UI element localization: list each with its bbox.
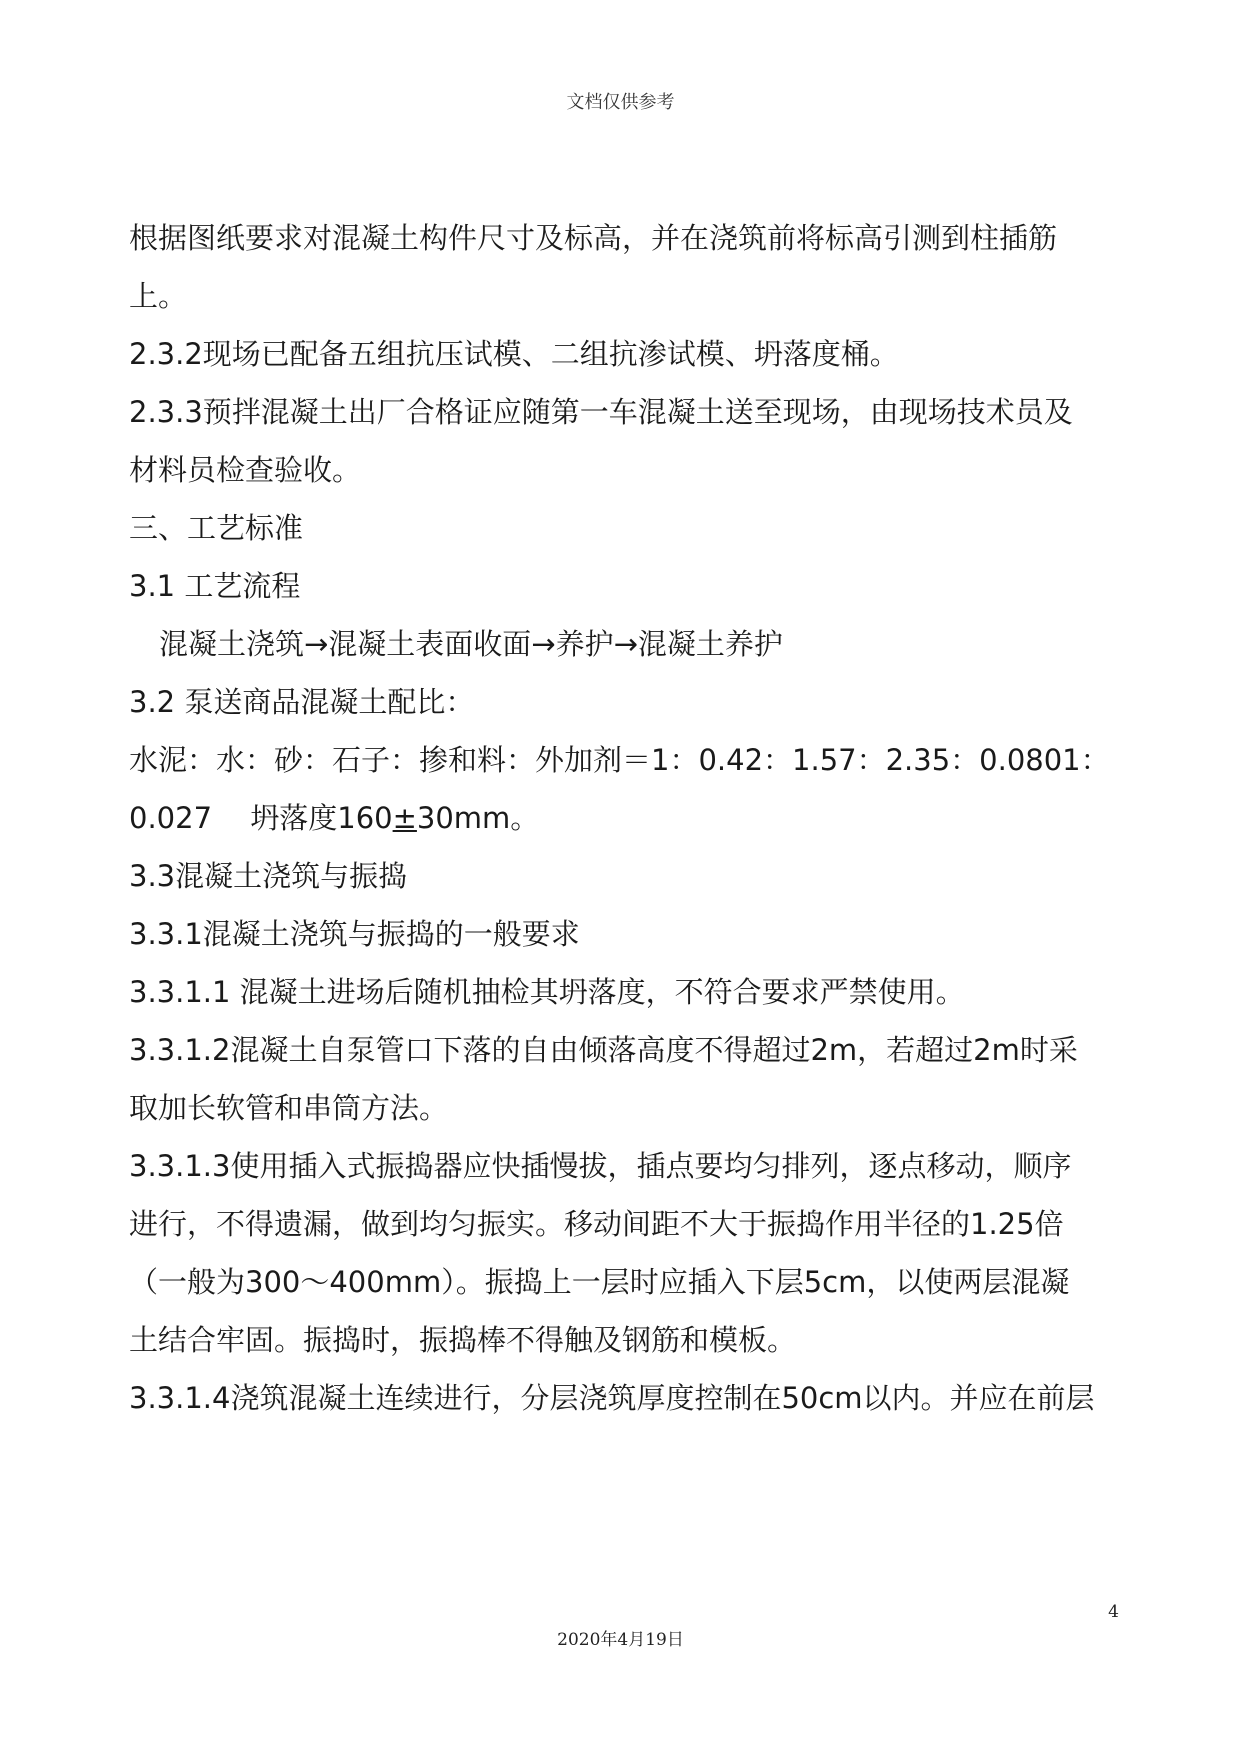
paragraph-line: 3.3.1.1 混凝土进场后随机抽检其坍落度，不符合要求严禁使用。 bbox=[129, 975, 965, 1009]
slump-line bbox=[129, 798, 539, 838]
paragraph-line: 根据图纸要求对混凝土构件尺寸及标高，并在浇筑前将标高引测到柱插筋 bbox=[129, 221, 1058, 255]
paragraph-line: 上。 bbox=[129, 279, 188, 313]
paragraph-line: 2.3.3预拌混凝土出厂合格证应随第一车混凝土送至现场，由现场技术员及 bbox=[129, 395, 1073, 429]
subsection-heading: 3.3.1混凝土浇筑与振捣的一般要求 bbox=[129, 917, 580, 951]
slump-tolerance: 30mm。 bbox=[416, 801, 540, 835]
subsection-heading: 3.2 泵送商品混凝土配比： bbox=[129, 685, 475, 719]
page-header: 文档仅供参考 bbox=[566, 92, 675, 113]
plus-minus-sign: ± bbox=[392, 801, 417, 835]
subsection-heading: 3.3混凝土浇筑与振捣 bbox=[129, 859, 408, 893]
paragraph-line: 进行，不得遗漏，做到均匀振实。移动间距不大于振捣作用半径的1.25倍 bbox=[129, 1207, 1064, 1241]
paragraph-line: 取加长软管和串筒方法。 bbox=[129, 1091, 449, 1125]
paragraph-line: 3.3.1.4浇筑混凝土连续进行，分层浇筑厚度控制在50cm以内。并应在前层 bbox=[129, 1381, 1095, 1415]
footer-date: 2020年4月19日 bbox=[557, 1630, 684, 1650]
process-flow: 混凝土浇筑→混凝土表面收面→养护→混凝土养护 bbox=[159, 627, 783, 661]
section-heading: 三、工艺标准 bbox=[129, 511, 304, 545]
paragraph-line: 材料员检查验收。 bbox=[129, 453, 362, 487]
mix-ratio-line: 水泥：水：砂：石子：掺和料：外加剂＝1：0.42：1.57：2.35：0.0801： bbox=[129, 743, 1110, 777]
paragraph-line: 3.3.1.3使用插入式振捣器应快插慢拔，插点要均匀排列，逐点移动，顺序 bbox=[129, 1149, 1072, 1183]
paragraph-line: 土结合牢固。振捣时，振捣棒不得触及钢筋和模板。 bbox=[129, 1323, 797, 1357]
paragraph-line: （一般为300～400mm）。振捣上一层时应插入下层5cm，以使两层混凝 bbox=[129, 1265, 1070, 1299]
page-number: 4 bbox=[1108, 1602, 1119, 1622]
subsection-heading: 3.1 工艺流程 bbox=[129, 569, 301, 603]
paragraph-line: 3.3.1.2混凝土自泵管口下落的自由倾落高度不得超过2m，若超过2m时采 bbox=[129, 1033, 1078, 1067]
slump-prefix: 0.027 坍落度160 bbox=[129, 801, 393, 835]
paragraph-line: 2.3.2现场已配备五组抗压试模、二组抗渗试模、坍落度桶。 bbox=[129, 337, 899, 371]
